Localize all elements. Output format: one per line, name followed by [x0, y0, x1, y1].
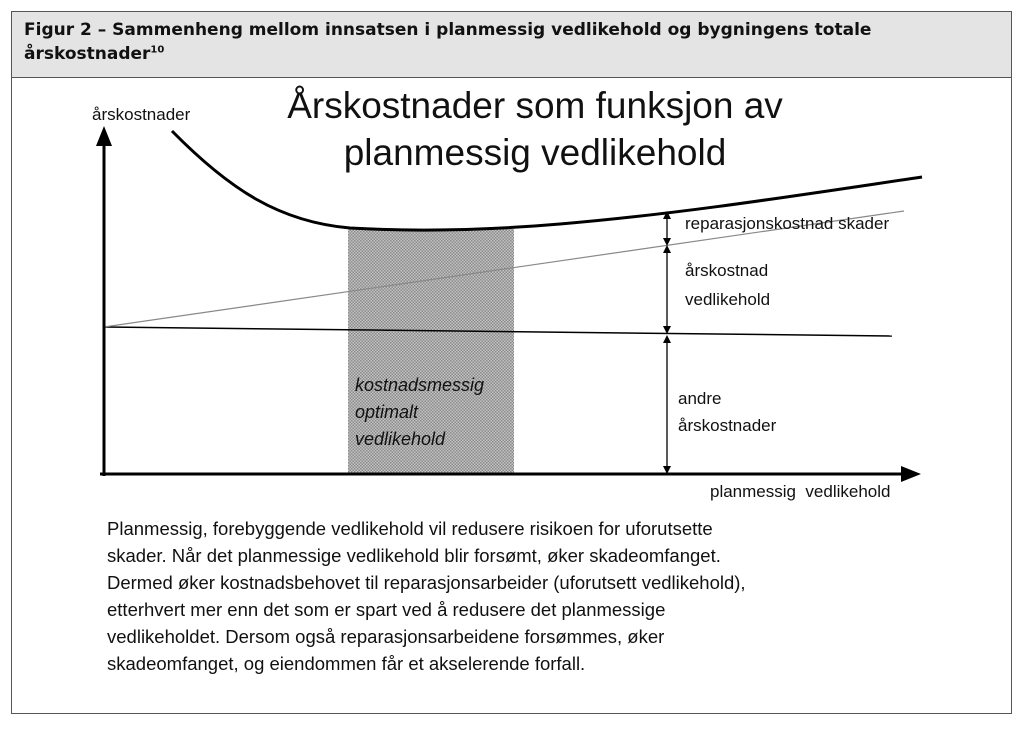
optimal-label-line2: optimalt — [355, 402, 419, 422]
y-axis-label: årskostnader — [92, 105, 191, 124]
other-label-line1: andre — [678, 389, 722, 408]
paragraph-line: vedlikeholdet. Dersom også reparasjonsarbeidene forsømmes, øker — [107, 626, 665, 647]
maintenance-label-line1: årskostnad — [685, 261, 769, 280]
optimal-label-line1: kostnadsmessig — [355, 375, 485, 395]
footnote-ref: 10 — [150, 44, 165, 56]
paragraph-line: Planmessig, forebyggende vedlikehold vil redusere risikoen for uforutsette — [107, 518, 713, 539]
x-axis-arrow-icon — [901, 466, 921, 482]
optimal-label-line3: vedlikehold — [355, 429, 446, 449]
paragraph-line: Dermed øker kostnadsbehovet til reparasjonsarbeider (uforutsett vedlikehold), — [107, 572, 746, 593]
explanation-paragraph — [107, 515, 887, 677]
x-axis-label: planmessig vedlikehold — [710, 482, 891, 501]
diagram-title-line1: Årskostnader som funksjon av — [287, 85, 783, 126]
diagram-title-line2: planmessig vedlikehold — [343, 132, 727, 173]
paragraph-line: etterhvert mer enn det som er spart ved å redusere det planmessige — [107, 599, 666, 620]
caption-text: Figur 2 – Sammenheng mellom innsatsen i planmessig vedlikehold og bygningens totale årskostnader — [24, 20, 872, 64]
other-label-line2: årskostnader — [678, 416, 777, 435]
y-axis-arrow-icon — [96, 126, 112, 146]
paragraph-line: skader. Når det planmessige vedlikehold blir forsømt, øker skadeomfanget. — [107, 545, 721, 566]
repair-label: reparasjonskostnad skader — [685, 214, 890, 233]
maintenance-label-line2: vedlikehold — [685, 290, 771, 309]
paragraph-line: skadeomfanget, og eiendommen får et akselerende forfall. — [107, 653, 586, 674]
